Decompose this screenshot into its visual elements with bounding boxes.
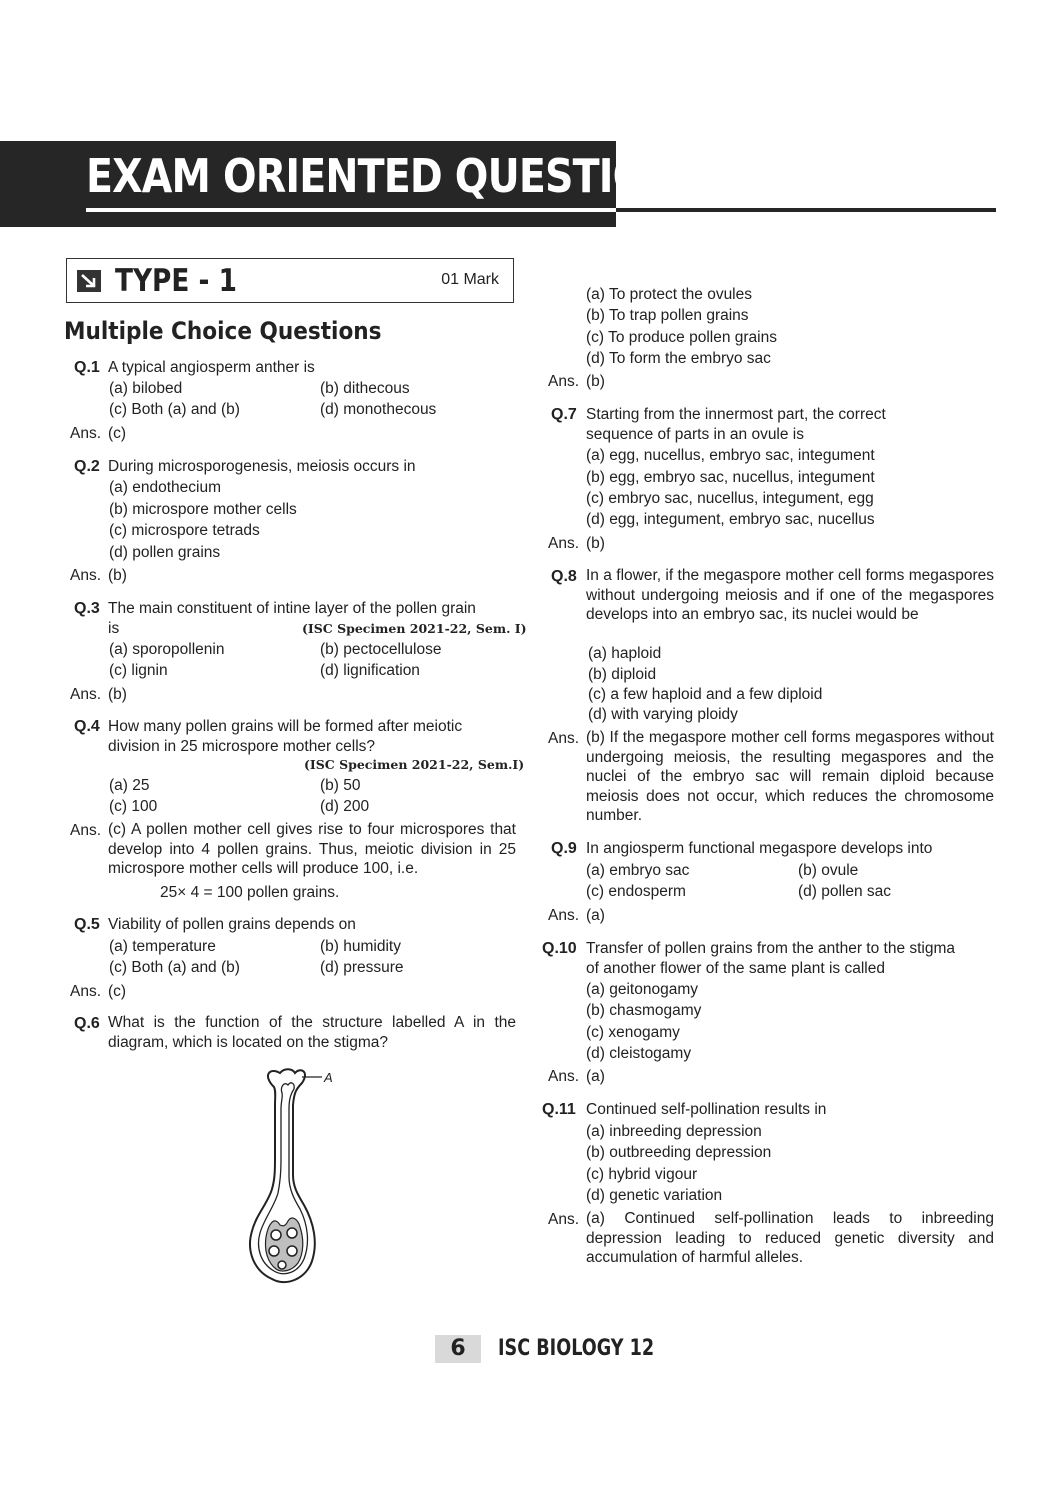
option: (d) 200	[320, 798, 370, 815]
option: (c) endosperm	[586, 883, 686, 900]
option: (b) humidity	[320, 938, 401, 955]
option: (a) haploid	[588, 645, 662, 662]
answer-label: Ans.	[70, 983, 102, 1000]
option: (a) 25	[109, 777, 150, 794]
option: (b) diploid	[588, 666, 657, 683]
answer-text: (c)	[108, 983, 127, 1000]
option: (b) outbreeding depression	[586, 1144, 772, 1161]
question-number: Q.3	[74, 600, 100, 617]
option: (c) a few haploid and a few diploid	[588, 686, 823, 703]
source-citation: (ISC Specimen 2021-22, Sem.I)	[304, 757, 525, 772]
option: (d) To form the embryo sac	[586, 350, 771, 367]
page-number: 6	[450, 1336, 466, 1361]
option: (b) egg, embryo sac, nucellus, integument	[586, 469, 875, 486]
option: (a) bilobed	[109, 380, 183, 397]
option: (c) xenogamy	[586, 1024, 680, 1041]
option: (a) egg, nucellus, embryo sac, integument	[586, 447, 875, 464]
header-rule-white	[86, 208, 616, 212]
answer-calculation: 25× 4 = 100 pollen grains.	[160, 884, 340, 901]
question-text: The main constituent of intine layer of the pollen grain	[108, 600, 476, 617]
answer-label: Ans.	[548, 1068, 580, 1085]
answer-text: (b)	[108, 686, 127, 703]
arrow-down-right-icon	[77, 270, 101, 292]
question-number: Q.9	[551, 840, 577, 857]
answer-label: Ans.	[70, 425, 102, 442]
answer-text: (b)	[108, 567, 127, 584]
option: (a) To protect the ovules	[586, 286, 752, 303]
answer-text: (c)	[108, 425, 127, 442]
answer-label: Ans.	[70, 686, 102, 703]
option: (c) embryo sac, nucellus, integument, egg	[586, 490, 874, 507]
type-title: TYPE - 1	[115, 263, 237, 299]
answer-text: (b) If the megaspore mother cell forms megaspores without undergoing meiosis, the resulting megaspores and the nuclei of the embryo sac will remain diploid because meiosis does not occur, which reduces the chromosome number.	[586, 729, 994, 824]
option: (a) geitonogamy	[586, 981, 699, 998]
answer-label: Ans.	[548, 1211, 580, 1228]
question-text: Starting from the innermost part, the correct	[586, 406, 886, 423]
question-text: In angiosperm functional megaspore develops into	[586, 840, 933, 857]
answer-label: Ans.	[70, 822, 102, 839]
option: (d) cleistogamy	[586, 1045, 692, 1062]
option: (c) microspore tetrads	[109, 522, 260, 539]
question-text: In a flower, if the megaspore mother cell forms megaspores without undergoing meiosis and if one of the megaspores develops into an embryo sac, its nuclei would be	[586, 567, 994, 623]
option: (b) chasmogamy	[586, 1002, 702, 1019]
question-text: How many pollen grains will be formed after meiotic	[108, 718, 463, 735]
option: (c) hybrid vigour	[586, 1166, 698, 1183]
answer-text: (a) Continued self-pollination leads to inbreeding depression leading to reduced genetic diversity and accumulation of harmful alleles.	[586, 1210, 994, 1266]
question-number: Q.2	[74, 458, 100, 475]
answer-text: (a)	[586, 1068, 605, 1085]
option: (d) with varying ploidy	[588, 706, 738, 723]
option: (a) embryo sac	[586, 862, 690, 879]
type-box	[66, 258, 514, 303]
option: (d) monothecous	[320, 401, 437, 418]
question-number: Q.10	[542, 940, 577, 957]
option: (b) ovule	[798, 862, 859, 879]
question-text: Viability of pollen grains depends on	[108, 916, 356, 933]
answer-label: Ans.	[548, 535, 580, 552]
diagram-label: A	[324, 1070, 333, 1085]
answer-label: Ans.	[548, 730, 580, 747]
option: (d) lignification	[320, 662, 420, 679]
answer-label: Ans.	[548, 373, 580, 390]
answer-text: (a)	[586, 907, 605, 924]
book-title: ISC BIOLOGY 12	[498, 1336, 655, 1361]
option: (c) To produce pollen grains	[586, 329, 777, 346]
option: (a) sporopollenin	[109, 641, 225, 658]
question-text: Transfer of pollen grains from the anther to the stigma	[586, 940, 956, 957]
question-number: Q.1	[74, 359, 100, 376]
stigma-diagram	[240, 1065, 350, 1290]
option: (c) Both (a) and (b)	[109, 401, 240, 418]
question-number: Q.8	[551, 568, 577, 585]
option: (c) Both (a) and (b)	[109, 959, 240, 976]
option: (c) lignin	[109, 662, 168, 679]
answer-text: (b)	[586, 373, 605, 390]
page-title: EXAM ORIENTED QUESTIONS	[86, 149, 706, 203]
question-number: Q.5	[74, 916, 100, 933]
question-text: is	[108, 620, 120, 637]
header-rule-dark	[616, 208, 996, 212]
option: (a) inbreeding depression	[586, 1123, 762, 1140]
option: (b) dithecous	[320, 380, 410, 397]
section-title: Multiple Choice Questions	[64, 317, 382, 345]
question-number: Q.11	[542, 1101, 576, 1118]
option: (b) To trap pollen grains	[586, 307, 749, 324]
answer-text: (c) A pollen mother cell gives rise to four microspores that develop into 4 pollen grains. Thus, meiotic division in 25 microspore mother cells will produce 100, i.e.	[108, 821, 516, 877]
option: (a) temperature	[109, 938, 216, 955]
question-text: What is the function of the structure labelled A in the diagram, which is located on the stigma?	[108, 1014, 516, 1051]
answer-label: Ans.	[70, 567, 102, 584]
option: (b) 50	[320, 777, 361, 794]
option: (b) microspore mother cells	[109, 501, 297, 518]
question-text: sequence of parts in an ovule is	[586, 426, 804, 443]
question-text: of another flower of the same plant is called	[586, 960, 885, 977]
option: (b) pectocellulose	[320, 641, 442, 658]
answer-label: Ans.	[548, 907, 580, 924]
question-number: Q.4	[74, 718, 100, 735]
option: (d) pressure	[320, 959, 404, 976]
question-number: Q.6	[74, 1015, 100, 1032]
question-text: division in 25 microspore mother cells?	[108, 738, 376, 755]
option: (a) endothecium	[109, 479, 222, 496]
type-mark: 01 Mark	[441, 271, 499, 288]
question-text: Continued self-pollination results in	[586, 1101, 827, 1118]
question-text: During microsporogenesis, meiosis occurs in	[108, 458, 416, 475]
answer-text: (b)	[586, 535, 605, 552]
option: (d) genetic variation	[586, 1187, 723, 1204]
option: (c) 100	[109, 798, 158, 815]
option: (d) egg, integument, embryo sac, nucellus	[586, 511, 875, 528]
question-text: A typical angiosperm anther is	[108, 359, 315, 376]
source-citation: (ISC Specimen 2021-22, Sem. I)	[302, 621, 527, 636]
question-number: Q.7	[551, 406, 577, 423]
option: (d) pollen sac	[798, 883, 892, 900]
option: (d) pollen grains	[109, 544, 221, 561]
